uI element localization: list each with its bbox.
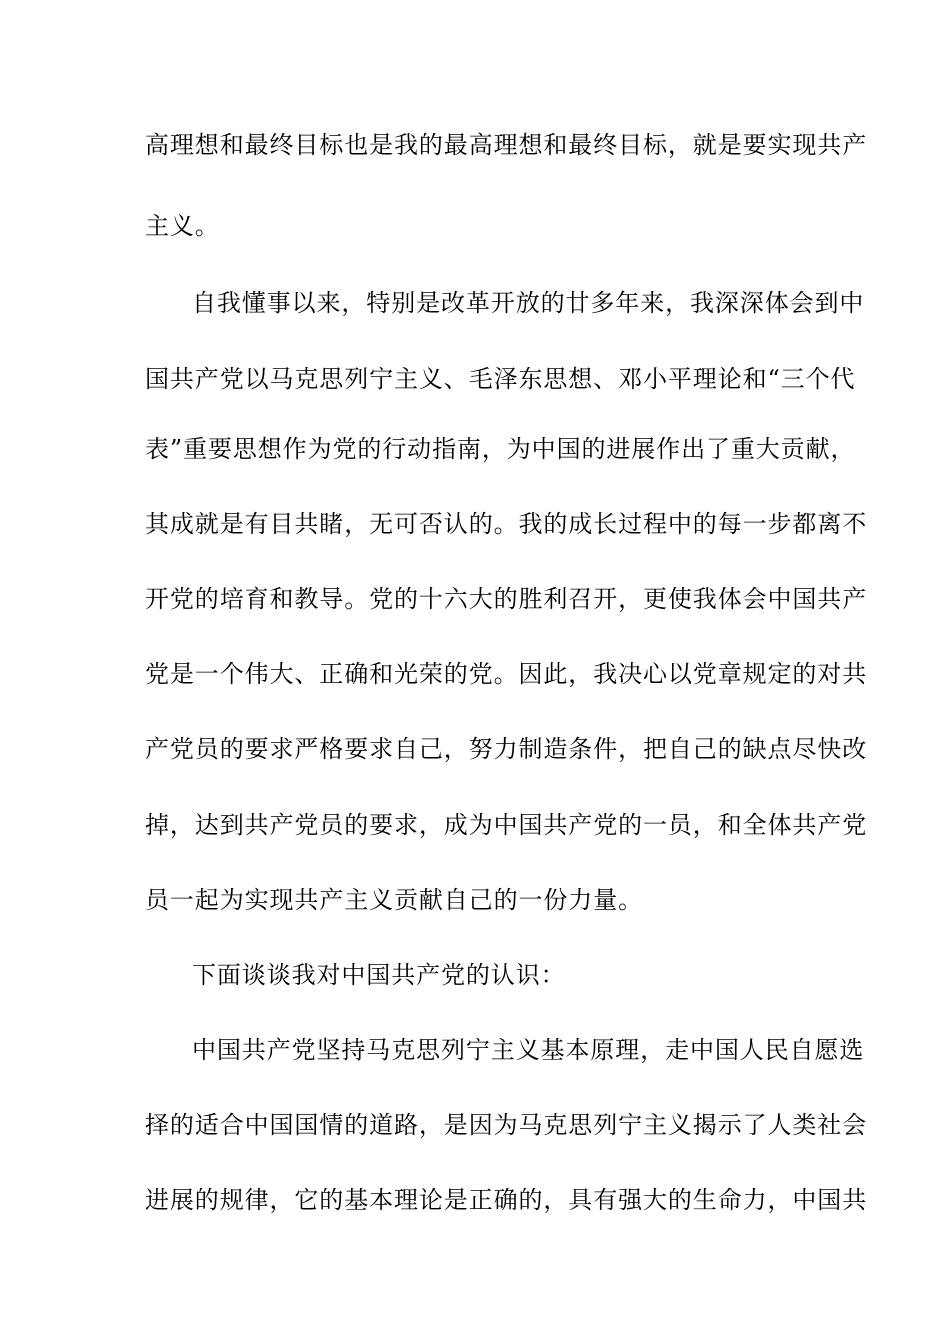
- text-line: 产党员的要求严格要求自己，努力制造条件，把自己的缺点尽快改: [145, 735, 868, 763]
- text-line: 中国共产党坚持马克思列宁主义基本原理，走中国人民自愿选: [192, 1036, 865, 1064]
- text-line: 党是一个伟大、正确和光荣的党。因此，我决心以党章规定的对共: [145, 660, 868, 688]
- text-line: 国共产党以马克思列宁主义、毛泽东思想、邓小平理论和“三个代: [145, 365, 856, 393]
- text-line: 高理想和最终目标也是我的最高理想和最终目标，就是要实现共产: [145, 131, 868, 159]
- text-line: 员一起为实现共产主义贡献自己的一份力量。: [145, 886, 643, 914]
- text-line: 其成就是有目共睹，无可否认的。我的成长过程中的每一步都离不: [145, 510, 868, 538]
- text-line: 进展的规律，它的基本理论是正确的，具有强大的生命力，中国共: [145, 1186, 868, 1214]
- text-line: 自我懂事以来，特别是改革开放的廿多年来，我深深体会到中: [192, 289, 865, 317]
- text-line: 主义。: [145, 212, 220, 240]
- text-line: 择的适合中国国情的道路，是因为马克思列宁主义揭示了人类社会: [145, 1111, 868, 1139]
- text-line: 掉，达到共产党员的要求，成为中国共产党的一员，和全体共产党: [145, 811, 868, 839]
- text-line: 开党的培育和教导。党的十六大的胜利召开，更使我体会中国共产: [145, 585, 868, 613]
- text-line: 下面谈谈我对中国共产党的认识：: [192, 961, 566, 989]
- text-line: 表”重要思想作为党的行动指南，为中国的进展作出了重大贡献，: [145, 435, 856, 463]
